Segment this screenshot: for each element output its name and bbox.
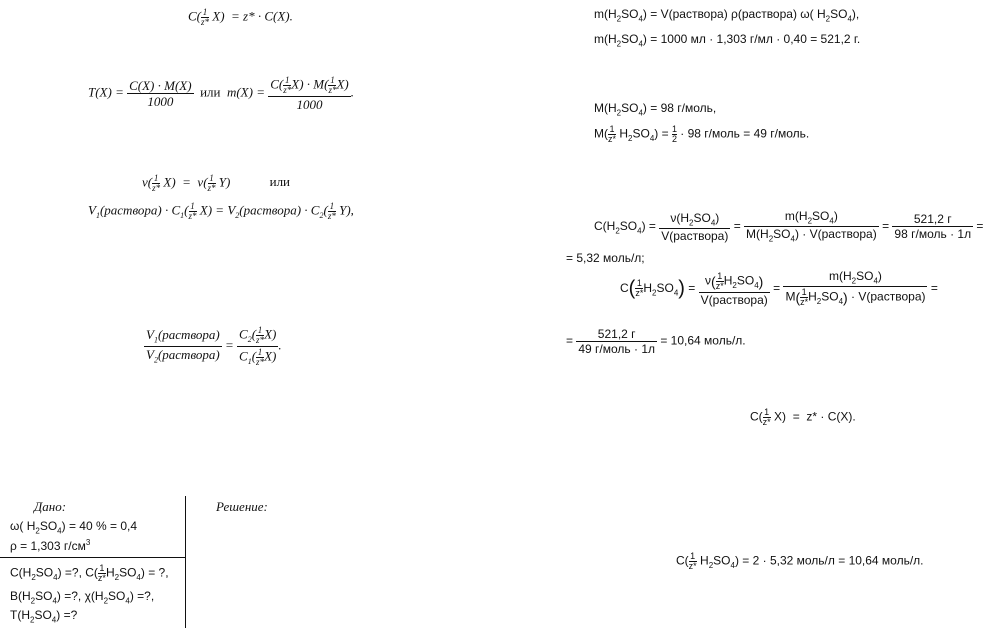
- find-line-2: $B(H_2SO_4)$ =?, $\chi(H_2SO_4)$ =?,: [10, 589, 155, 606]
- given-title: Дано:: [34, 499, 67, 514]
- find-line-1: $C(H_2SO_4)$ =?, C( $\frac{1}{z*}$ $H_2SO_4$) = ?,: [10, 563, 169, 583]
- equivalent-molar-mass: M( $\frac{1}{z*}$ $H_2SO_4$) = $\frac{1}{2}$ · 98 г/моль = 49 г/моль.: [594, 124, 810, 144]
- given-divider: [0, 557, 186, 558]
- normal-concentration-result: = $\frac{521,2 г}{\text{49 г/моль · 1л}}$ = 10,64 моль/л.: [566, 327, 746, 356]
- formula-equivalence-law: ν( $\frac{1}{z*}$ X) = ν( $\frac{1}{z*}$ Y) или: [142, 173, 291, 193]
- formula-equivalent-concentration: C( $\frac{1}{z*}$ X) = z* · C(X).: [188, 7, 293, 27]
- molar-mass: $M(H_2SO_4) = 98$ г/моль,: [594, 101, 717, 118]
- formula-titre: T(X) = $\frac{C(X) \cdot M(X)}{1000}$ или m(X) = C( $\frac{1}{z*}$ X) · M( $\frac{1}{z*}$ X) 1000 .: [88, 75, 354, 112]
- normal-concentration-formula: C( $\frac{1}{z*}$ $H_2SO_4$) = ν( $\frac{1}{z*}$ $H_2SO_4$) V(раствора) = $m(H_2SO_4)$ M( $\frac{1}{z*}$ $H_2SO_4$) · V(раствора) =: [620, 269, 938, 308]
- mass-formula: $m(H_2SO_4)$ = V(раствора) ρ(раствора) ω( $H_2SO_4$),: [594, 7, 860, 24]
- mass-calculation: $m(H_2SO_4) = 1000$ мл · 1,303 г/мл · 0,40 = 521,2 г.: [594, 32, 861, 49]
- solution-label: Решение:: [216, 499, 268, 514]
- equivalent-concentration-relation: C( $\frac{1}{z*}$ X) = z* · C(X).: [750, 407, 856, 427]
- given-density: ρ = 1,303 $г/см^3$: [10, 538, 91, 553]
- molar-concentration-formula: $C(H_2SO_4)$ = $\frac{\nu(H_2SO_4)}{\text{V(раствора)}}$ = $\frac{m(H_2SO_4)}{M(H_2SO_4) \cdot V(раствора)}$ = $\frac{521,2 г}{\text{98 г/моль · 1л}}$ =: [594, 209, 984, 244]
- given-vertical-divider: [185, 496, 186, 628]
- find-line-3: $T(H_2SO_4)$ =?: [10, 608, 78, 625]
- given-omega: ω( $H_2SO_4) = 40$ % = 0,4: [10, 519, 138, 536]
- final-result: C( $\frac{1}{z*}$ $H_2SO_4) = 2 \cdot 5,32$ моль/л = 10,64 моль/л.: [676, 551, 924, 571]
- formula-volume-equivalence: $V_1(раствора) \cdot C_1$( $\frac{1}{z*}$ $X) = V_2(раствора) \cdot C_2$( $\frac{1}{z*}$ Y),: [88, 201, 354, 221]
- formula-volume-ratio: $\frac{V_1(раствора)}{V_2(раствора)}$ = $C_2$( $\frac{1}{z*}$ X) $C_1$( $\frac{1}{z*}$ X) .: [146, 325, 282, 367]
- molar-concentration-result: = 5,32 моль/л;: [566, 251, 645, 265]
